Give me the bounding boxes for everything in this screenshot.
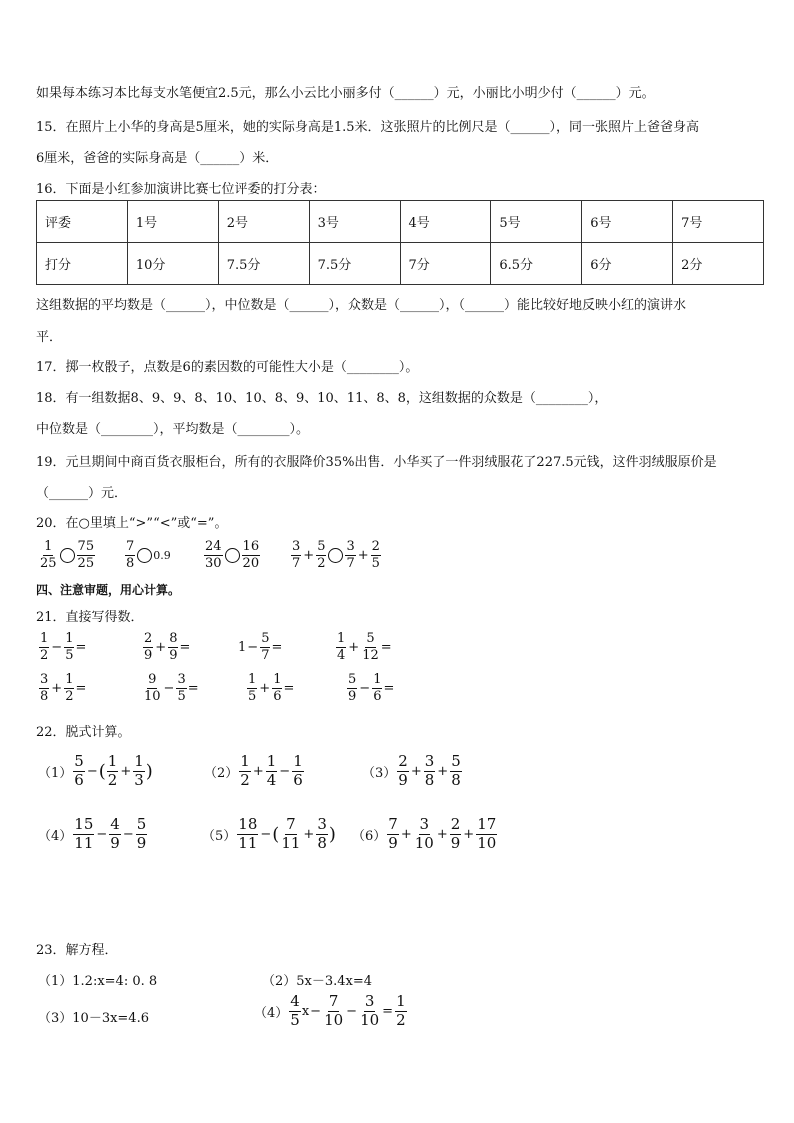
fraction (395, 994, 407, 1029)
operator: + (303, 547, 315, 563)
denominator: 11 (281, 833, 301, 852)
denominator: 10 (324, 1010, 344, 1029)
denominator: 2 (107, 770, 118, 789)
compare-circle[interactable] (137, 548, 152, 563)
numerator: 5 (366, 631, 375, 646)
fraction (316, 817, 328, 852)
fraction (136, 817, 148, 852)
numerator: 3 (364, 992, 375, 1010)
fraction (247, 673, 257, 703)
fraction (291, 540, 301, 570)
denominator: 2 (396, 1010, 406, 1029)
compare-circle[interactable] (60, 548, 75, 563)
numerator: 24 (205, 539, 222, 554)
q22-expr-5 (202, 817, 336, 852)
equation-2: （2）5x－3.4x=4 (262, 974, 373, 989)
table-cell: 5号 (491, 201, 582, 243)
fraction (237, 817, 258, 852)
fraction (361, 632, 380, 662)
denominator: 9 (136, 833, 147, 852)
numerator: 1 (65, 672, 74, 687)
q22-expr-6 (352, 817, 498, 852)
operator: = (382, 1003, 394, 1019)
denominator: 9 (450, 833, 461, 852)
operator: + (463, 826, 475, 842)
denominator: 5 (248, 688, 257, 704)
q16-after2: 平． (36, 330, 63, 345)
parenthesis: ) (328, 823, 336, 845)
fraction (476, 817, 497, 852)
q21-item-6: $\frac{9}{10}$ − $\frac{3}{5}$ = (144, 672, 199, 704)
denominator: 9 (398, 770, 408, 789)
denominator: 2 (40, 647, 49, 663)
table-cell: 7.5分 (218, 243, 309, 285)
operator: − (86, 763, 98, 779)
q16-title: 16．下面是小红参加演讲比赛七位评委的打分表： (36, 182, 326, 197)
denominator: 6 (293, 770, 303, 789)
numerator: 4 (290, 992, 300, 1010)
item-label: （4） (38, 828, 73, 844)
denominator: 11 (238, 833, 258, 852)
table-cell: 评委 (37, 201, 128, 243)
q18-line2: 中位数是（________），平均数是（________）。 (36, 422, 310, 437)
fraction (371, 540, 381, 570)
denominator: 10 (414, 833, 434, 852)
score-table (36, 200, 764, 285)
fraction (260, 632, 270, 662)
q14-tail: 如果每本练习本比每支水笔便宜2.5元，那么小云比小丽多付（______）元，小丽比小明少付（______）元。 (36, 86, 655, 101)
operator: + (437, 763, 449, 779)
table-row (37, 201, 764, 243)
compare-circle[interactable] (225, 548, 240, 563)
numerator: 1 (107, 752, 118, 770)
numerator: 75 (77, 539, 95, 554)
denominator: 6 (273, 688, 282, 704)
numerator: 1 (293, 752, 303, 770)
fraction (168, 632, 178, 662)
numerator: 7 (286, 815, 296, 833)
fraction (347, 673, 357, 703)
numerator: 1 (373, 672, 382, 687)
q21-item-3: 1 − $\frac{5}{7}$ = (238, 631, 283, 663)
table-cell: 6.5分 (491, 243, 582, 285)
fraction (450, 754, 462, 789)
fraction (292, 754, 304, 789)
fraction (323, 994, 344, 1029)
fraction (450, 817, 462, 852)
numerator: 2 (144, 631, 153, 646)
numerator: 3 (177, 672, 186, 687)
table-cell: 打分 (37, 243, 128, 285)
q22-title: 22．脱式计算。 (36, 725, 131, 740)
numerator: 3 (317, 815, 327, 833)
operator: + (410, 763, 422, 779)
fraction (39, 540, 58, 570)
denominator: 9 (169, 647, 178, 663)
fraction (397, 754, 409, 789)
table-row (37, 243, 764, 285)
numerator: 3 (292, 539, 301, 554)
numerator: 2 (450, 815, 461, 833)
operator: + (155, 639, 167, 655)
q16-after1: 这组数据的平均数是（______），中位数是（______），众数是（______），（______）能比较好地反映小红的演讲水 (36, 298, 687, 313)
operator: + (400, 826, 412, 842)
operator: + (252, 763, 264, 779)
fraction (387, 817, 399, 852)
table-cell: 1号 (127, 201, 218, 243)
numerator: 16 (242, 539, 260, 554)
denominator: 7 (292, 555, 301, 571)
item-label: （6） (352, 828, 387, 844)
denominator: 8 (317, 833, 327, 852)
equation-4: （4） $\frac{4}{5}$ x − $\frac{7}{10}$ − $\frac{3}{10}$ = $\frac{1}{2}$ (254, 992, 406, 1029)
table-cell: 2号 (218, 201, 309, 243)
denominator: 10 (477, 833, 497, 852)
numerator: 1 (337, 631, 346, 646)
numerator: 7 (328, 992, 339, 1010)
q20-item-4 (290, 540, 382, 570)
denominator: 2 (65, 688, 74, 704)
numerator: 1 (40, 631, 49, 646)
q15-line2: 6厘米，爸爸的实际身高是（______）米． (36, 151, 279, 166)
fraction (280, 817, 301, 852)
fraction (272, 673, 282, 703)
parenthesis: ( (272, 823, 280, 845)
fraction (64, 673, 74, 703)
fraction (73, 754, 85, 789)
table-cell: 2分 (673, 243, 764, 285)
denominator: 3 (134, 770, 144, 789)
numerator: 8 (169, 631, 178, 646)
numerator: 3 (40, 672, 49, 687)
table-cell: 6分 (582, 243, 673, 285)
fraction (39, 673, 49, 703)
denominator: 7 (261, 647, 270, 663)
fraction (143, 673, 162, 703)
denominator: 8 (126, 555, 135, 571)
fraction (204, 540, 223, 570)
operator: + (357, 547, 369, 563)
q20-title: 20．在○里填上“>”“<”或“=”。 (36, 516, 228, 531)
numerator: 15 (74, 815, 94, 833)
fraction (125, 540, 135, 570)
denominator: 10 (360, 1010, 380, 1029)
fraction (143, 632, 153, 662)
numerator: 17 (477, 815, 497, 833)
operator: − (51, 639, 63, 655)
denominator: 12 (362, 647, 379, 663)
operator: − (310, 1003, 322, 1019)
numerator: 9 (148, 672, 157, 687)
fraction (424, 754, 436, 789)
numerator: 3 (424, 752, 435, 770)
q21-item-1: $\frac{1}{2}$ − $\frac{1}{5}$ = (40, 631, 87, 663)
denominator: 6 (373, 688, 382, 704)
denominator: 2 (240, 770, 250, 789)
table-cell: 7.5分 (309, 243, 400, 285)
numerator: 1 (65, 631, 74, 646)
fraction (133, 754, 145, 789)
denominator: 5 (371, 555, 380, 571)
q21-item-8: $\frac{5}{9}$ − $\frac{1}{6}$ = (348, 672, 395, 704)
operator: − (96, 826, 108, 842)
numerator: 3 (346, 539, 355, 554)
denominator: 9 (388, 833, 398, 852)
decimal-value: 0.9 (153, 548, 171, 562)
q21-title: 21．直接写得数． (36, 610, 144, 625)
q19-line2: （______）元． (36, 486, 128, 501)
numerator: 7 (126, 539, 135, 554)
fraction (39, 632, 49, 662)
numerator: 4 (110, 815, 120, 833)
denominator: 30 (205, 555, 222, 571)
numerator: 1 (396, 992, 406, 1010)
operator: − (359, 680, 371, 696)
numerator: 5 (261, 631, 270, 646)
operator: − (279, 763, 291, 779)
fraction (109, 817, 121, 852)
item-label: （2） (204, 765, 239, 781)
operator: − (247, 639, 259, 655)
table-cell: 10分 (127, 243, 218, 285)
q21-item-7: $\frac{1}{5}$ + $\frac{1}{6}$ = (248, 672, 295, 704)
fraction (266, 754, 278, 789)
table-cell: 7号 (673, 201, 764, 243)
numerator: 5 (348, 672, 357, 687)
numerator: 3 (419, 815, 430, 833)
numerator: 1 (273, 672, 282, 687)
fraction (414, 817, 435, 852)
numerator: 2 (398, 752, 408, 770)
table-cell: 7分 (400, 243, 491, 285)
q20-item-1 (38, 540, 96, 570)
denominator: 6 (74, 770, 84, 789)
q20-item-3 (203, 540, 261, 570)
operator: − (163, 680, 175, 696)
q22-expr-4 (38, 817, 148, 852)
fraction (73, 817, 94, 852)
denominator: 4 (266, 770, 277, 789)
q21-item-5: $\frac{3}{8}$ + $\frac{1}{2}$ = (40, 672, 87, 704)
denominator: 9 (144, 647, 153, 663)
denominator: 8 (451, 770, 461, 789)
denominator: 8 (40, 688, 49, 704)
denominator: 8 (424, 770, 435, 789)
q21-item-2: $\frac{2}{9}$ + $\frac{8}{9}$ = (144, 631, 191, 663)
fraction (239, 754, 251, 789)
numerator: 1 (240, 752, 250, 770)
denominator: 9 (110, 833, 120, 852)
q22-expr-2 (204, 754, 305, 789)
numerator: 18 (238, 815, 258, 833)
fraction (64, 632, 74, 662)
denominator: 9 (348, 688, 357, 704)
table-cell: 6号 (582, 201, 673, 243)
q22-expr-3 (362, 754, 463, 789)
item-label: （5） (202, 828, 237, 844)
denominator: 11 (74, 833, 94, 852)
q17: 17．掷一枚骰子，点数是6的素因数的可能性大小是（________）。 (36, 360, 419, 375)
fraction (372, 673, 382, 703)
operator: + (436, 826, 448, 842)
operator: − (122, 826, 134, 842)
denominator: 25 (40, 555, 57, 571)
denominator: 2 (317, 555, 326, 571)
q18-line1: 18．有一组数据8、9、9、8、10、10、8、9、10、11、8、8，这组数据的众数是（________）， (36, 391, 608, 406)
table-cell: 4号 (400, 201, 491, 243)
q15-line1: 15．在照片上小华的身高是5厘米，她的实际身高是1.5米．这张照片的比例尺是（______），同一张照片上爸爸身高 (36, 120, 699, 135)
fraction (107, 754, 119, 789)
fraction (77, 540, 96, 570)
q23-title: 23．解方程． (36, 943, 118, 958)
equation-1: （1）1.2:x=4: 0. 8 (38, 974, 158, 989)
denominator: 10 (144, 688, 161, 704)
denominator: 7 (346, 555, 355, 571)
fraction (242, 540, 261, 570)
numerator: 5 (74, 752, 84, 770)
section-heading: 四、注意审题，用心计算。 (36, 583, 181, 597)
operator: + (259, 680, 271, 696)
table-cell: 3号 (309, 201, 400, 243)
item-label: （1） (38, 765, 73, 781)
numerator: 2 (371, 539, 380, 554)
numerator: 1 (44, 539, 53, 554)
fraction (336, 632, 346, 662)
operator: + (303, 826, 315, 842)
numerator: 7 (388, 815, 398, 833)
fraction (316, 540, 326, 570)
q20-item-2 (124, 540, 171, 570)
fraction (359, 994, 380, 1029)
numerator: 5 (451, 752, 461, 770)
numerator: 1 (134, 752, 144, 770)
denominator: 5 (290, 1010, 300, 1029)
fraction (176, 673, 186, 703)
numerator: 1 (266, 752, 277, 770)
parenthesis: ) (145, 760, 153, 782)
operator: − (346, 1003, 358, 1019)
item-label: （4） (254, 1005, 289, 1021)
equation-3: （3）10－3x=4.6 (38, 1011, 149, 1026)
operator: + (51, 680, 63, 696)
denominator: 25 (77, 555, 95, 571)
q19-line1: 19．元旦期间中商百货衣服柜台，所有的衣服降价35%出售．小华买了一件羽绒服花了227.5元钱，这件羽绒服原价是 (36, 455, 717, 470)
denominator: 20 (242, 555, 260, 571)
q22-expr-1 (38, 754, 153, 789)
numerator: 5 (317, 539, 326, 554)
fraction (345, 540, 355, 570)
fraction (289, 994, 301, 1029)
compare-circle[interactable] (328, 548, 343, 563)
denominator: 5 (65, 647, 74, 663)
numerator: 5 (136, 815, 147, 833)
denominator: 5 (177, 688, 186, 704)
parenthesis: ( (98, 760, 106, 782)
q21-item-4: $\frac{1}{4}$ + $\frac{5}{12}$ = (337, 631, 392, 663)
numerator: 1 (248, 672, 257, 687)
item-label: （3） (362, 765, 397, 781)
operator: + (348, 639, 360, 655)
denominator: 4 (337, 647, 346, 663)
operator: + (120, 763, 132, 779)
operator: − (260, 826, 272, 842)
